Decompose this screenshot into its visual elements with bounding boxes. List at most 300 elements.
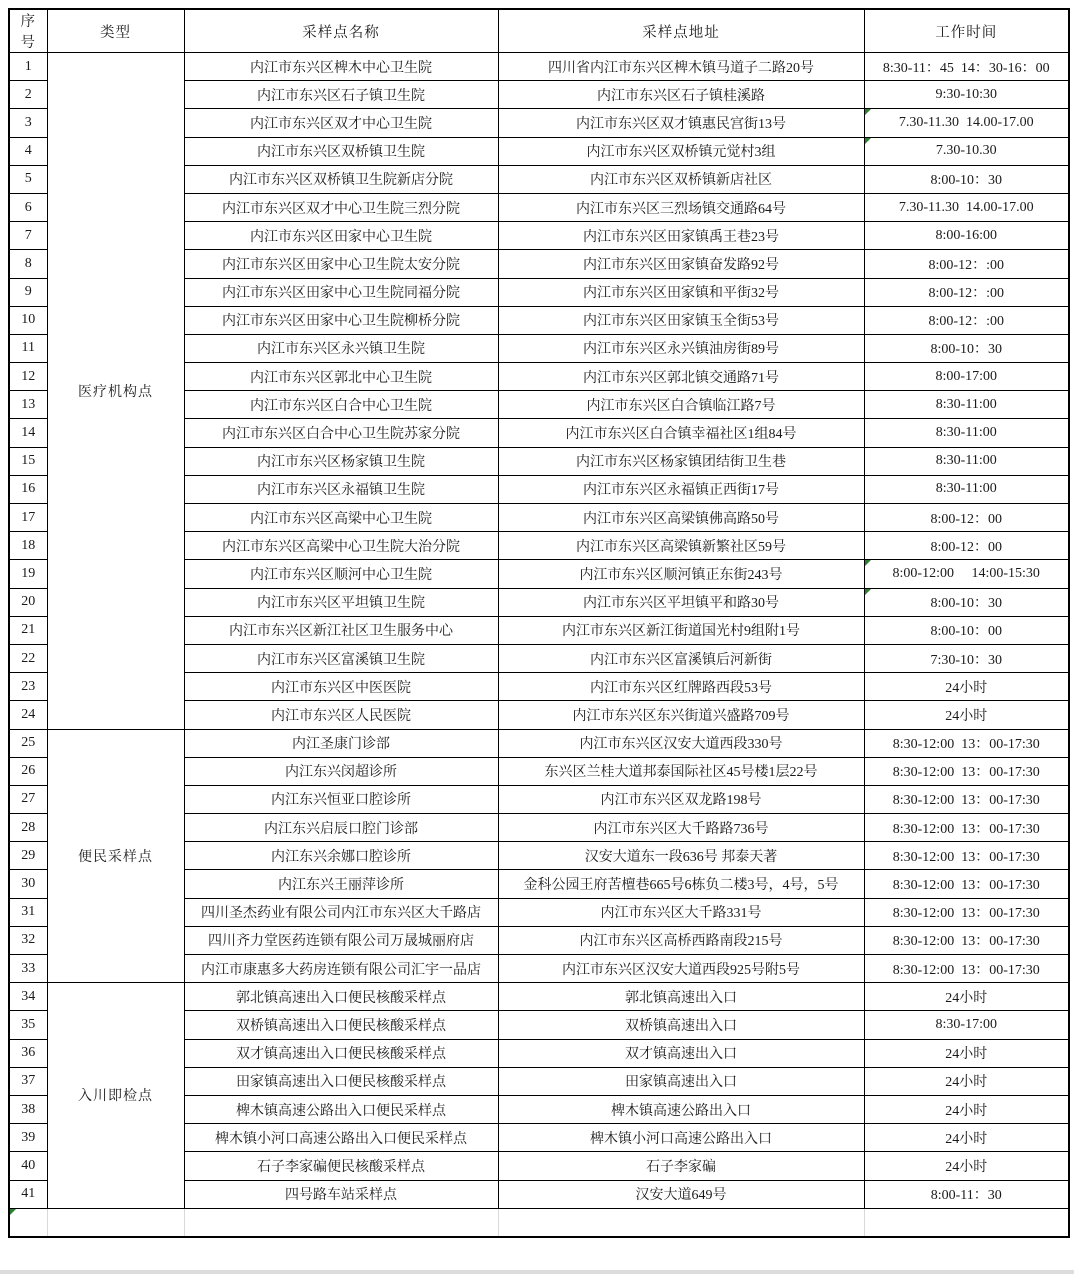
- row-number-cell: [9, 53, 47, 81]
- sampling-points-table: [8, 8, 1070, 1238]
- site-address-cell: [498, 165, 864, 193]
- row-number-cell: [9, 475, 47, 503]
- site-address-cell: [498, 1067, 864, 1095]
- work-hours-cell: [864, 81, 1069, 109]
- site-name: 内江市东兴区永福镇卫生院: [257, 483, 425, 499]
- work-hours-cell: [864, 306, 1069, 334]
- row-number-cell: [9, 306, 47, 334]
- row-number-cell: [9, 785, 47, 813]
- site-address-cell: [498, 757, 864, 785]
- site-name-cell: [184, 475, 498, 503]
- work-hours-cell: [864, 814, 1069, 842]
- row-number-cell: [9, 165, 47, 193]
- site-name: 内江东兴启辰口腔门诊部: [264, 821, 418, 837]
- site-address: 内江市东兴区大千路路736号: [593, 821, 769, 837]
- work-hours-cell: [864, 588, 1069, 616]
- row-number: 24: [21, 706, 36, 722]
- type-group-cell: [47, 729, 184, 983]
- site-name-cell: [184, 701, 498, 729]
- header-hours: 工作时间: [864, 9, 1069, 53]
- work-hours: 24小时: [945, 1047, 988, 1063]
- site-address: 内江市东兴区新江街道国光村9组附1号: [562, 624, 800, 640]
- table-row: [9, 53, 1069, 81]
- site-name: 内江东兴闵超诊所: [285, 765, 397, 781]
- work-hours: 8:30-11:00: [935, 396, 997, 412]
- site-name-cell: [184, 870, 498, 898]
- work-hours: 8:00-12：:00: [928, 286, 1004, 302]
- site-address: 内江市东兴区杨家镇团结街卫生巷: [576, 455, 786, 471]
- site-address-cell: [498, 193, 864, 221]
- site-name-cell: [184, 560, 498, 588]
- header-row: [9, 9, 1069, 53]
- site-address-cell: [498, 53, 864, 81]
- work-hours-cell: [864, 616, 1069, 644]
- row-number-cell: [9, 983, 47, 1011]
- work-hours-cell: [864, 1011, 1069, 1039]
- row-number: 35: [21, 1016, 36, 1032]
- site-name-cell: [184, 1124, 498, 1152]
- work-hours: 8:30-12:00 13：00-17:30: [892, 878, 1040, 894]
- work-hours: 24小时: [945, 1159, 988, 1175]
- site-address-cell: [498, 419, 864, 447]
- site-name: 内江市东兴区白合中心卫生院苏家分院: [222, 427, 460, 443]
- work-hours: 8:30-11：45 14：30-16：00: [882, 60, 1050, 76]
- empty-no-cell: [9, 1208, 47, 1237]
- site-address-cell: [498, 306, 864, 334]
- row-number: 22: [21, 650, 36, 666]
- site-name-cell: [184, 588, 498, 616]
- work-hours-cell: [864, 278, 1069, 306]
- row-number: 26: [21, 763, 36, 779]
- row-number: 8: [24, 255, 32, 271]
- site-address: 内江市东兴区田家镇奋发路92号: [583, 257, 779, 273]
- site-address: 内江市东兴区汉安大道西段330号: [579, 737, 783, 753]
- type-group-cell: [47, 53, 184, 730]
- site-address-cell: [498, 447, 864, 475]
- row-number-cell: [9, 560, 47, 588]
- row-number: 12: [21, 368, 36, 384]
- row-number-cell: [9, 814, 47, 842]
- site-name-cell: [184, 532, 498, 560]
- site-name: 内江东兴恒亚口腔诊所: [271, 793, 411, 809]
- site-address-cell: [498, 729, 864, 757]
- site-name: 内江市东兴区双桥镇卫生院新店分院: [229, 173, 453, 189]
- row-number-cell: [9, 193, 47, 221]
- site-name: 石子李家碥便民核酸采样点: [257, 1159, 425, 1175]
- work-hours-cell: [864, 729, 1069, 757]
- row-number: 36: [21, 1045, 36, 1061]
- site-name-cell: [184, 898, 498, 926]
- row-number-cell: [9, 729, 47, 757]
- site-name-cell: [184, 334, 498, 362]
- work-hours-cell: [864, 137, 1069, 165]
- site-address: 内江市东兴区汉安大道西段925号附5号: [562, 962, 800, 978]
- row-number: 21: [21, 622, 36, 638]
- site-name-cell: [184, 1067, 498, 1095]
- site-name: 内江市东兴区中医医院: [271, 680, 411, 696]
- work-hours: 8:00-10：00: [930, 624, 1003, 640]
- row-number-cell: [9, 109, 47, 137]
- work-hours: 8:00-10：30: [930, 342, 1003, 358]
- work-hours-cell: [864, 391, 1069, 419]
- site-name-cell: [184, 842, 498, 870]
- work-hours: 7.30-11.30 14.00-17.00: [898, 199, 1034, 215]
- work-hours-cell: [864, 363, 1069, 391]
- site-address-cell: [498, 785, 864, 813]
- site-address: 内江市东兴区白合镇临江路7号: [586, 398, 776, 414]
- work-hours-cell: [864, 504, 1069, 532]
- site-address-cell: [498, 137, 864, 165]
- row-number-cell: [9, 588, 47, 616]
- row-number: 2: [24, 86, 32, 102]
- work-hours-cell: [864, 1039, 1069, 1067]
- work-hours-cell: [864, 1095, 1069, 1123]
- site-address: 石子李家碥: [646, 1159, 716, 1175]
- type-group-cell: [47, 983, 184, 1209]
- site-address-cell: [498, 391, 864, 419]
- site-address: 内江市东兴区白合镇幸福社区1组84号: [565, 427, 797, 443]
- work-hours-cell: [864, 109, 1069, 137]
- row-number: 30: [21, 876, 36, 892]
- row-number-cell: [9, 1039, 47, 1067]
- site-name: 内江市东兴区高梁中心卫生院: [250, 511, 432, 527]
- site-name-cell: [184, 306, 498, 334]
- site-address-cell: [498, 898, 864, 926]
- type-group-label: 入川即检点: [78, 1089, 153, 1105]
- site-name: 内江市康惠多大药房连锁有限公司汇宇一品店: [201, 962, 481, 978]
- site-address: 内江市东兴区高桥西路南段215号: [579, 934, 783, 950]
- row-number: 32: [21, 932, 36, 948]
- work-hours: 8:00-12:00 14:00-15:30: [892, 565, 1040, 581]
- header-name: 采样点名称: [184, 9, 498, 53]
- type-group-label: 便民采样点: [78, 849, 153, 865]
- empty-address-cell: [498, 1208, 864, 1237]
- site-name-cell: [184, 1180, 498, 1208]
- row-number: 28: [21, 819, 36, 835]
- site-name: 内江市东兴区石子镇卫生院: [257, 88, 425, 104]
- site-name: 内江市东兴区田家中心卫生院柳桥分院: [222, 314, 460, 330]
- site-address: 东兴区兰桂大道邦泰国际社区45号楼1层22号: [544, 765, 818, 781]
- row-number-cell: [9, 504, 47, 532]
- work-hours: 24小时: [945, 1103, 988, 1119]
- site-name: 内江市东兴区郭北中心卫生院: [250, 370, 432, 386]
- row-number: 37: [21, 1073, 36, 1089]
- site-address-cell: [498, 588, 864, 616]
- table-body: [9, 53, 1069, 1209]
- site-address-cell: [498, 983, 864, 1011]
- site-address-cell: [498, 532, 864, 560]
- row-number: 41: [21, 1186, 36, 1202]
- row-number: 27: [21, 791, 36, 807]
- site-name-cell: [184, 504, 498, 532]
- site-name: 内江市东兴区田家中心卫生院太安分院: [222, 257, 460, 273]
- row-number-cell: [9, 673, 47, 701]
- site-address: 内江市东兴区顺河镇正东街243号: [579, 567, 783, 583]
- header-type: 类型: [47, 9, 184, 53]
- site-address: 汉安大道649号: [635, 1188, 727, 1204]
- site-name-cell: [184, 278, 498, 306]
- work-hours: 8:30-11:00: [935, 425, 997, 441]
- row-number: 4: [24, 143, 32, 159]
- site-name-cell: [184, 1095, 498, 1123]
- work-hours: 8:30-12:00 13：00-17:30: [892, 793, 1040, 809]
- table-header: [9, 9, 1069, 53]
- site-address-cell: [498, 222, 864, 250]
- row-number: 23: [21, 678, 36, 694]
- work-hours-cell: [864, 447, 1069, 475]
- site-address: 内江市东兴区高梁镇新繁社区59号: [576, 539, 786, 555]
- site-address: 内江市东兴区平坦镇平和路30号: [583, 596, 779, 612]
- site-address-cell: [498, 673, 864, 701]
- site-name: 内江市东兴区人民医院: [271, 708, 411, 724]
- site-address: 金科公园王府苦檀巷665号6栋负二楼3号，4号，5号: [523, 878, 839, 894]
- row-number: 7: [24, 227, 32, 243]
- site-name-cell: [184, 673, 498, 701]
- site-address-cell: [498, 870, 864, 898]
- site-name: 内江市东兴区椑木中心卫生院: [250, 60, 432, 76]
- site-address: 椑木镇高速公路出入口: [611, 1103, 751, 1119]
- site-name: 内江市东兴区平坦镇卫生院: [257, 596, 425, 612]
- empty-type-cell: [47, 1208, 184, 1237]
- site-address: 内江市东兴区田家镇和平街32号: [583, 286, 779, 302]
- site-name-cell: [184, 616, 498, 644]
- work-hours-cell: [864, 165, 1069, 193]
- row-number: 10: [21, 312, 36, 328]
- row-number-cell: [9, 1180, 47, 1208]
- row-number: 20: [21, 594, 36, 610]
- row-number-cell: [9, 757, 47, 785]
- row-number: 29: [21, 847, 36, 863]
- work-hours-cell: [864, 53, 1069, 81]
- site-address: 内江市东兴区田家镇玉全街53号: [583, 314, 779, 330]
- site-name-cell: [184, 165, 498, 193]
- site-address: 内江市东兴区三烈场镇交通路64号: [576, 201, 786, 217]
- row-number-cell: [9, 1067, 47, 1095]
- site-address-cell: [498, 644, 864, 672]
- work-hours: 8:00-10：30: [930, 596, 1003, 612]
- site-address: 田家镇高速出入口: [625, 1075, 737, 1091]
- site-name: 内江市东兴区双桥镇卫生院: [257, 145, 425, 161]
- site-name-cell: [184, 53, 498, 81]
- work-hours: 8:00-16:00: [935, 227, 997, 243]
- site-address-cell: [498, 1124, 864, 1152]
- site-address: 椑木镇小河口高速公路出入口: [590, 1131, 772, 1147]
- site-address: 内江市东兴区双桥镇元觉村3组: [586, 145, 776, 161]
- row-number: 15: [21, 453, 36, 469]
- site-name: 内江圣康门诊部: [292, 737, 390, 753]
- work-hours-cell: [864, 532, 1069, 560]
- work-hours: 9:30-10:30: [935, 86, 997, 102]
- work-hours-cell: [864, 955, 1069, 983]
- site-address-cell: [498, 334, 864, 362]
- site-address: 内江市东兴区双桥镇新店社区: [590, 173, 772, 189]
- row-number: 1: [24, 58, 32, 74]
- row-number-cell: [9, 278, 47, 306]
- site-name: 内江市东兴区高梁中心卫生院大治分院: [222, 539, 460, 555]
- site-name-cell: [184, 137, 498, 165]
- work-hours: 8:30-12:00 13：00-17:30: [892, 962, 1040, 978]
- work-hours-cell: [864, 644, 1069, 672]
- site-address-cell: [498, 250, 864, 278]
- site-name: 内江市东兴区永兴镇卫生院: [257, 342, 425, 358]
- work-hours: 8:00-10：30: [930, 173, 1003, 189]
- site-address-cell: [498, 926, 864, 954]
- site-name-cell: [184, 644, 498, 672]
- site-name-cell: [184, 1039, 498, 1067]
- site-name: 椑木镇高速公路出入口便民采样点: [236, 1103, 446, 1119]
- site-name-cell: [184, 109, 498, 137]
- row-number-cell: [9, 1152, 47, 1180]
- site-name-cell: [184, 1011, 498, 1039]
- site-name: 郭北镇高速出入口便民核酸采样点: [236, 990, 446, 1006]
- site-address: 内江市东兴区田家镇禹王巷23号: [583, 229, 779, 245]
- site-name-cell: [184, 363, 498, 391]
- site-name: 内江市东兴区新江社区卫生服务中心: [229, 624, 453, 640]
- work-hours: 24小时: [945, 708, 988, 724]
- work-hours: 8:00-12：00: [930, 539, 1003, 555]
- site-name-cell: [184, 757, 498, 785]
- site-name-cell: [184, 814, 498, 842]
- site-address: 双才镇高速出入口: [625, 1047, 737, 1063]
- work-hours: 8:00-12：:00: [928, 314, 1004, 330]
- row-number: 13: [21, 396, 36, 412]
- row-number-cell: [9, 926, 47, 954]
- site-address: 郭北镇高速出入口: [625, 990, 737, 1006]
- row-number: 19: [21, 565, 36, 581]
- work-hours: 8:30-12:00 13：00-17:30: [892, 737, 1040, 753]
- work-hours: 7:30-10：30: [930, 652, 1003, 668]
- row-number: 18: [21, 537, 36, 553]
- site-address-cell: [498, 1152, 864, 1180]
- work-hours-cell: [864, 250, 1069, 278]
- work-hours-cell: [864, 701, 1069, 729]
- site-address: 内江市东兴区双才镇惠民宫街13号: [576, 116, 786, 132]
- site-address: 内江市东兴区富溪镇后河新街: [590, 652, 772, 668]
- work-hours-cell: [864, 1180, 1069, 1208]
- row-number-cell: [9, 137, 47, 165]
- empty-name-cell: [184, 1208, 498, 1237]
- work-hours: 8:30-12:00 13：00-17:30: [892, 821, 1040, 837]
- site-address: 内江市东兴区红牌路西段53号: [590, 680, 772, 696]
- site-name-cell: [184, 447, 498, 475]
- site-name-cell: [184, 785, 498, 813]
- site-name: 内江市东兴区顺河中心卫生院: [250, 567, 432, 583]
- site-address: 内江市东兴区永兴镇油房街89号: [583, 342, 779, 358]
- site-address: 双桥镇高速出入口: [625, 1018, 737, 1034]
- row-number-cell: [9, 870, 47, 898]
- site-address: 内江市东兴区东兴街道兴盛路709号: [572, 708, 790, 724]
- site-name-cell: [184, 419, 498, 447]
- work-hours: 8:30-12:00 13：00-17:30: [892, 849, 1040, 865]
- site-name: 内江市东兴区双才中心卫生院: [250, 116, 432, 132]
- row-number-cell: [9, 898, 47, 926]
- work-hours-cell: [864, 193, 1069, 221]
- work-hours-cell: [864, 1124, 1069, 1152]
- site-name-cell: [184, 391, 498, 419]
- work-hours: 8:30-11:00: [935, 453, 997, 469]
- site-address-cell: [498, 814, 864, 842]
- site-name-cell: [184, 250, 498, 278]
- row-number-cell: [9, 1011, 47, 1039]
- sampling-points-sheet: [8, 8, 1070, 1238]
- site-address-cell: [498, 278, 864, 306]
- row-number: 38: [21, 1101, 36, 1117]
- site-address: 四川省内江市东兴区椑木镇马道子二路20号: [548, 60, 814, 76]
- site-address-cell: [498, 1180, 864, 1208]
- work-hours-cell: [864, 757, 1069, 785]
- site-address: 内江市东兴区双龙路198号: [600, 793, 762, 809]
- site-name: 双才镇高速出入口便民核酸采样点: [236, 1047, 446, 1063]
- row-number: 31: [21, 904, 36, 920]
- site-name: 内江市东兴区双才中心卫生院三烈分院: [222, 201, 460, 217]
- row-number: 40: [21, 1157, 36, 1173]
- site-address-cell: [498, 1095, 864, 1123]
- site-address: 内江市东兴区石子镇桂溪路: [597, 88, 765, 104]
- site-name-cell: [184, 983, 498, 1011]
- row-number-cell: [9, 81, 47, 109]
- work-hours-cell: [864, 1152, 1069, 1180]
- site-name-cell: [184, 1152, 498, 1180]
- bottom-gray-strip: [0, 1270, 1074, 1274]
- work-hours: 8:30-12:00 13：00-17:30: [892, 934, 1040, 950]
- work-hours: 24小时: [945, 1075, 988, 1091]
- site-address-cell: [498, 616, 864, 644]
- work-hours-cell: [864, 785, 1069, 813]
- row-number-cell: [9, 644, 47, 672]
- row-number-cell: [9, 334, 47, 362]
- work-hours: 8:30-12:00 13：00-17:30: [892, 906, 1040, 922]
- row-number-cell: [9, 1124, 47, 1152]
- site-address-cell: [498, 81, 864, 109]
- site-name-cell: [184, 926, 498, 954]
- site-address-cell: [498, 955, 864, 983]
- work-hours-cell: [864, 673, 1069, 701]
- work-hours: 8:30-12:00 13：00-17:30: [892, 765, 1040, 781]
- row-number-cell: [9, 363, 47, 391]
- work-hours-cell: [864, 870, 1069, 898]
- row-number-cell: [9, 391, 47, 419]
- site-address-cell: [498, 560, 864, 588]
- site-name-cell: [184, 81, 498, 109]
- site-name: 四号路车站采样点: [285, 1188, 397, 1204]
- work-hours: 8:00-12：:00: [928, 257, 1004, 273]
- site-address: 内江市东兴区郭北镇交通路71号: [583, 370, 779, 386]
- work-hours: 7.30-10.30: [935, 143, 997, 159]
- row-number: 3: [24, 114, 32, 130]
- work-hours: 7.30-11.30 14.00-17.00: [898, 114, 1034, 130]
- table-row: [9, 729, 1069, 757]
- row-number-cell: [9, 447, 47, 475]
- site-address-cell: [498, 1011, 864, 1039]
- row-number-cell: [9, 419, 47, 447]
- work-hours: 24小时: [945, 990, 988, 1006]
- trailing-empty-row: [9, 1208, 1069, 1237]
- site-name: 内江东兴余娜口腔诊所: [271, 849, 411, 865]
- header-address: 采样点地址: [498, 9, 864, 53]
- row-number: 17: [21, 509, 36, 525]
- site-address-cell: [498, 504, 864, 532]
- work-hours-cell: [864, 926, 1069, 954]
- site-address-cell: [498, 475, 864, 503]
- row-number: 16: [21, 481, 36, 497]
- site-name: 椑木镇小河口高速公路出入口便民采样点: [215, 1131, 467, 1147]
- work-hours: 8:30-11:00: [935, 481, 997, 497]
- site-name: 内江东兴王丽萍诊所: [278, 878, 404, 894]
- site-name: 内江市东兴区富溪镇卫生院: [257, 652, 425, 668]
- site-address: 汉安大道东一段636号 邦泰天著: [584, 849, 778, 865]
- site-address-cell: [498, 363, 864, 391]
- row-number: 6: [24, 199, 32, 215]
